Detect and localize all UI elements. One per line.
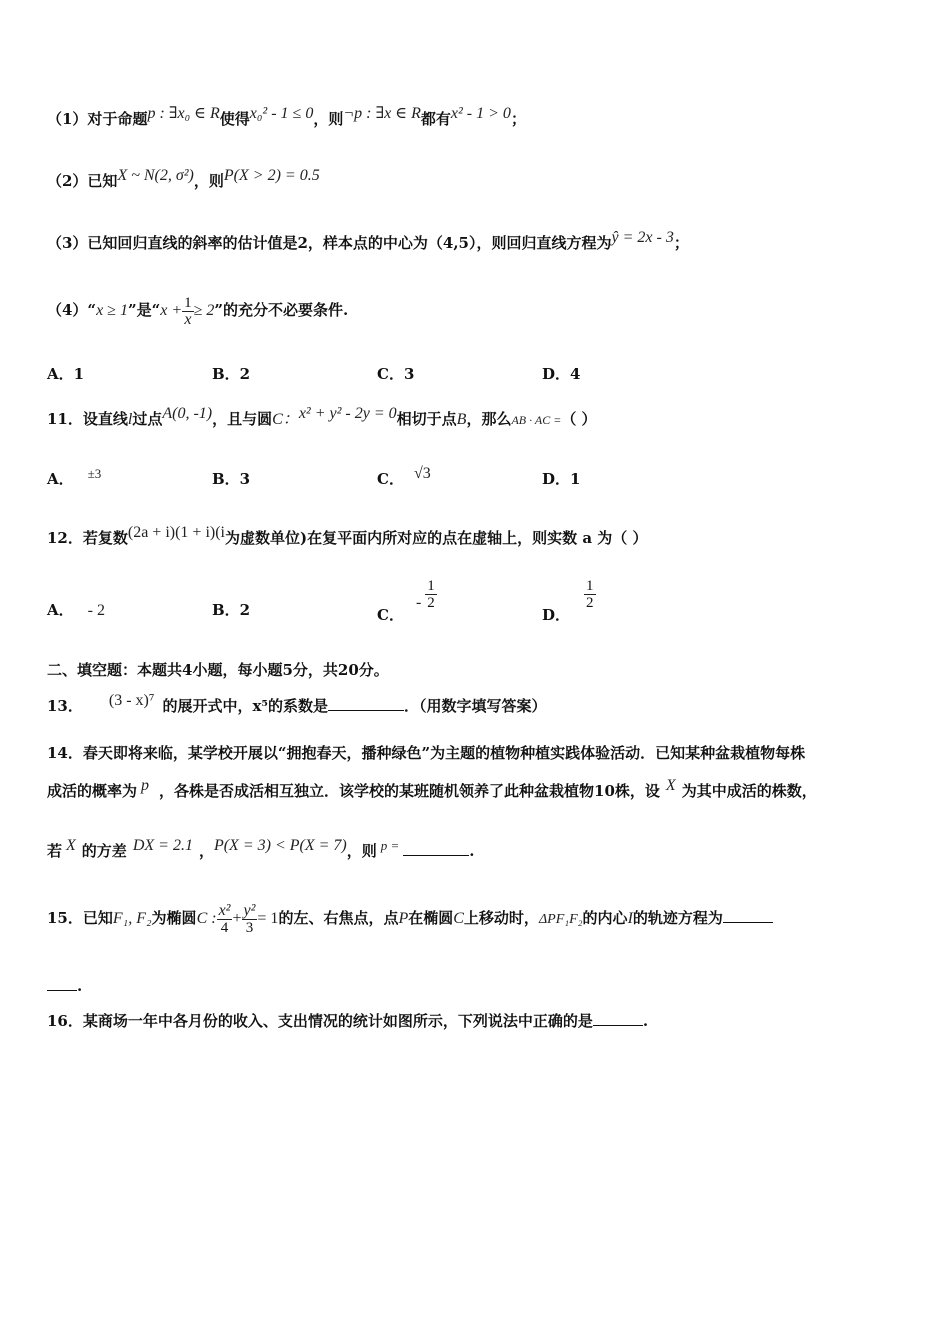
q10-option-a[interactable]: A．1 <box>47 365 85 383</box>
text: （3）已知回归直线的斜率的估计值是2，样本点的中心为（4,5），则回归直线方程为 <box>47 234 612 252</box>
text: 的轨迹方程为 <box>632 909 723 927</box>
text: )在复平面内所对应的点在虚轴上，则实数 a 为（ ） <box>300 529 648 547</box>
numerator: 1 <box>586 578 594 594</box>
math: X ~ N(2, σ²) <box>117 167 194 184</box>
statement-4 <box>47 290 910 331</box>
option-value: - 2 <box>87 602 105 619</box>
text: 16．某商场一年中各月份的收入、支出情况的统计如图所示，下列说法中正确的是 <box>47 1012 593 1030</box>
math: ¬p : ∃x ∈ R <box>343 105 421 122</box>
q10-option-d[interactable]: D．4 <box>542 365 581 383</box>
question-11 <box>47 405 910 431</box>
text: ； <box>673 234 689 252</box>
math: P <box>398 910 409 927</box>
text: . <box>77 977 83 995</box>
text: 的展开式中，x⁵的系数是 <box>162 697 328 715</box>
math: C <box>453 910 464 927</box>
math: p : ∃x₀ ∈ R <box>147 105 220 122</box>
fraction <box>182 295 194 328</box>
text: 为其中成活的株数， <box>681 782 817 800</box>
text: ，各株是否成活相互独立．该学校的某班随机领养了此种盆栽植物10株，设 <box>159 782 660 800</box>
text: 上移动时， <box>463 909 539 927</box>
statement-3 <box>47 229 910 255</box>
question-number: 15．已知 <box>47 909 113 927</box>
math: x² + y² - 2y = 0 <box>298 405 397 422</box>
math: x + <box>160 302 183 319</box>
fraction <box>425 578 437 611</box>
statement-2 <box>47 167 910 193</box>
math: AB · AC = <box>511 413 562 427</box>
question-14-line-1: 14．春天即将来临，某学校开展以“拥抱春天，播种绿色”为主题的植物种植实践体验活动．已知某种盆栽植物每株 <box>47 744 806 762</box>
text: ； <box>510 110 526 128</box>
question-15 <box>47 896 910 942</box>
math: A(0, -1) <box>162 405 213 422</box>
text: 的内心 <box>582 909 628 927</box>
math: ΔPF₁F₂ <box>538 912 583 927</box>
denominator: 3 <box>245 919 254 936</box>
label: （4）“ <box>47 301 97 319</box>
answer-blank[interactable] <box>593 1025 643 1026</box>
text: 相切于点 <box>396 410 457 428</box>
fraction <box>584 578 596 611</box>
text: . <box>642 1012 649 1030</box>
text: 的左、右焦点，点 <box>278 909 399 927</box>
math: l <box>127 411 133 428</box>
text: ，则 <box>313 110 344 128</box>
q12-option-b[interactable]: B．2 <box>212 601 251 619</box>
question-number: 12．若复数 <box>47 529 128 547</box>
text: 的方差 <box>81 842 127 860</box>
label: （2）已知 <box>47 172 118 190</box>
text: （ ） <box>561 410 597 428</box>
math: X <box>665 777 676 794</box>
option-label: C． <box>377 605 404 624</box>
text: ”是“ <box>127 301 161 319</box>
math: p <box>141 777 150 794</box>
text: ，且与圆 <box>212 410 273 428</box>
text: ，则 <box>193 172 224 190</box>
text: 若 <box>47 842 63 860</box>
option-label: A． <box>47 470 74 488</box>
q12-option-d[interactable] <box>542 578 596 624</box>
option-value: √3 <box>413 465 431 482</box>
math: P(X = 3) < P(X = 7) <box>213 837 347 854</box>
fraction <box>217 903 233 936</box>
q10-option-c[interactable]: C．3 <box>377 365 415 383</box>
option-label: C． <box>377 470 404 488</box>
text: 为椭圆 <box>151 909 197 927</box>
math: B <box>456 411 467 428</box>
math: ŷ = 2x - 3 <box>611 229 674 246</box>
answer-blank[interactable] <box>403 855 469 856</box>
text: ，则 <box>346 842 377 860</box>
math: P(X > 2) = 0.5 <box>223 167 320 184</box>
math: X <box>66 837 76 854</box>
section-heading: 二、填空题：本题共4小题，每小题5分，共20分。 <box>47 661 389 679</box>
q10-option-b[interactable]: B．2 <box>212 365 251 383</box>
numerator: 1 <box>184 294 192 311</box>
text: 过点 <box>132 410 163 428</box>
denominator: 2 <box>427 595 435 611</box>
text: 使得 <box>219 110 250 128</box>
math: C : <box>196 910 217 927</box>
math: + <box>232 910 242 927</box>
math: ≥ 2 <box>193 302 215 319</box>
math: p = <box>380 838 400 853</box>
text: ， <box>198 842 214 860</box>
question-15-continued <box>47 975 910 997</box>
math: = 1 <box>257 910 279 927</box>
q12-option-c[interactable] <box>377 578 437 624</box>
q11-option-a[interactable] <box>47 468 101 489</box>
answer-blank[interactable] <box>723 922 773 923</box>
math: I <box>627 910 633 927</box>
option-label: D． <box>542 605 571 624</box>
text: ”的充分不必要条件. <box>214 301 349 319</box>
denominator: 4 <box>220 919 229 936</box>
math: F₁, F₂ <box>112 910 152 927</box>
math: x² - 1 > 0 <box>450 105 511 122</box>
option-value: ±3 <box>87 466 102 481</box>
question-number: 11．设直线 <box>47 410 128 428</box>
numerator: y² <box>243 901 256 919</box>
question-14-line-2 <box>47 777 910 803</box>
option-label: A． <box>47 601 74 619</box>
numerator: x² <box>218 901 231 919</box>
question-13 <box>47 692 910 718</box>
text: . <box>469 842 475 860</box>
option-sign: - <box>415 593 422 611</box>
statement-1 <box>47 105 910 131</box>
answer-blank[interactable] <box>328 710 404 711</box>
denominator: x <box>184 310 192 328</box>
question-16 <box>47 1010 910 1032</box>
math: C： <box>272 411 299 428</box>
q12-option-a[interactable] <box>47 599 105 620</box>
math: (3 - x)⁷ <box>108 692 155 709</box>
label: （1）对于命题 <box>47 110 148 128</box>
text: 都有 <box>420 110 451 128</box>
math: DX = 2.1 <box>132 837 193 854</box>
text: 为虚数单位 <box>225 529 301 547</box>
question-14-line-3 <box>47 837 910 863</box>
answer-blank-continued[interactable] <box>47 990 77 991</box>
question-number: 13． <box>47 697 83 715</box>
q11-option-d[interactable]: D．1 <box>542 470 581 488</box>
math: x₀² - 1 ≤ 0 <box>249 105 314 122</box>
denominator: 2 <box>586 595 594 611</box>
text: ，那么 <box>466 410 512 428</box>
numerator: 1 <box>427 578 435 594</box>
math: (2a + i)(1 + i)(i <box>127 524 225 541</box>
fraction <box>242 903 258 936</box>
q11-option-b[interactable]: B．3 <box>212 470 251 488</box>
math: x ≥ 1 <box>96 302 128 319</box>
text: ．（用数字填写答案） <box>403 697 547 715</box>
text: 在椭圆 <box>408 909 454 927</box>
question-12 <box>47 524 910 550</box>
text: 成活的概率为 <box>47 782 138 800</box>
q11-option-c[interactable] <box>377 465 431 489</box>
